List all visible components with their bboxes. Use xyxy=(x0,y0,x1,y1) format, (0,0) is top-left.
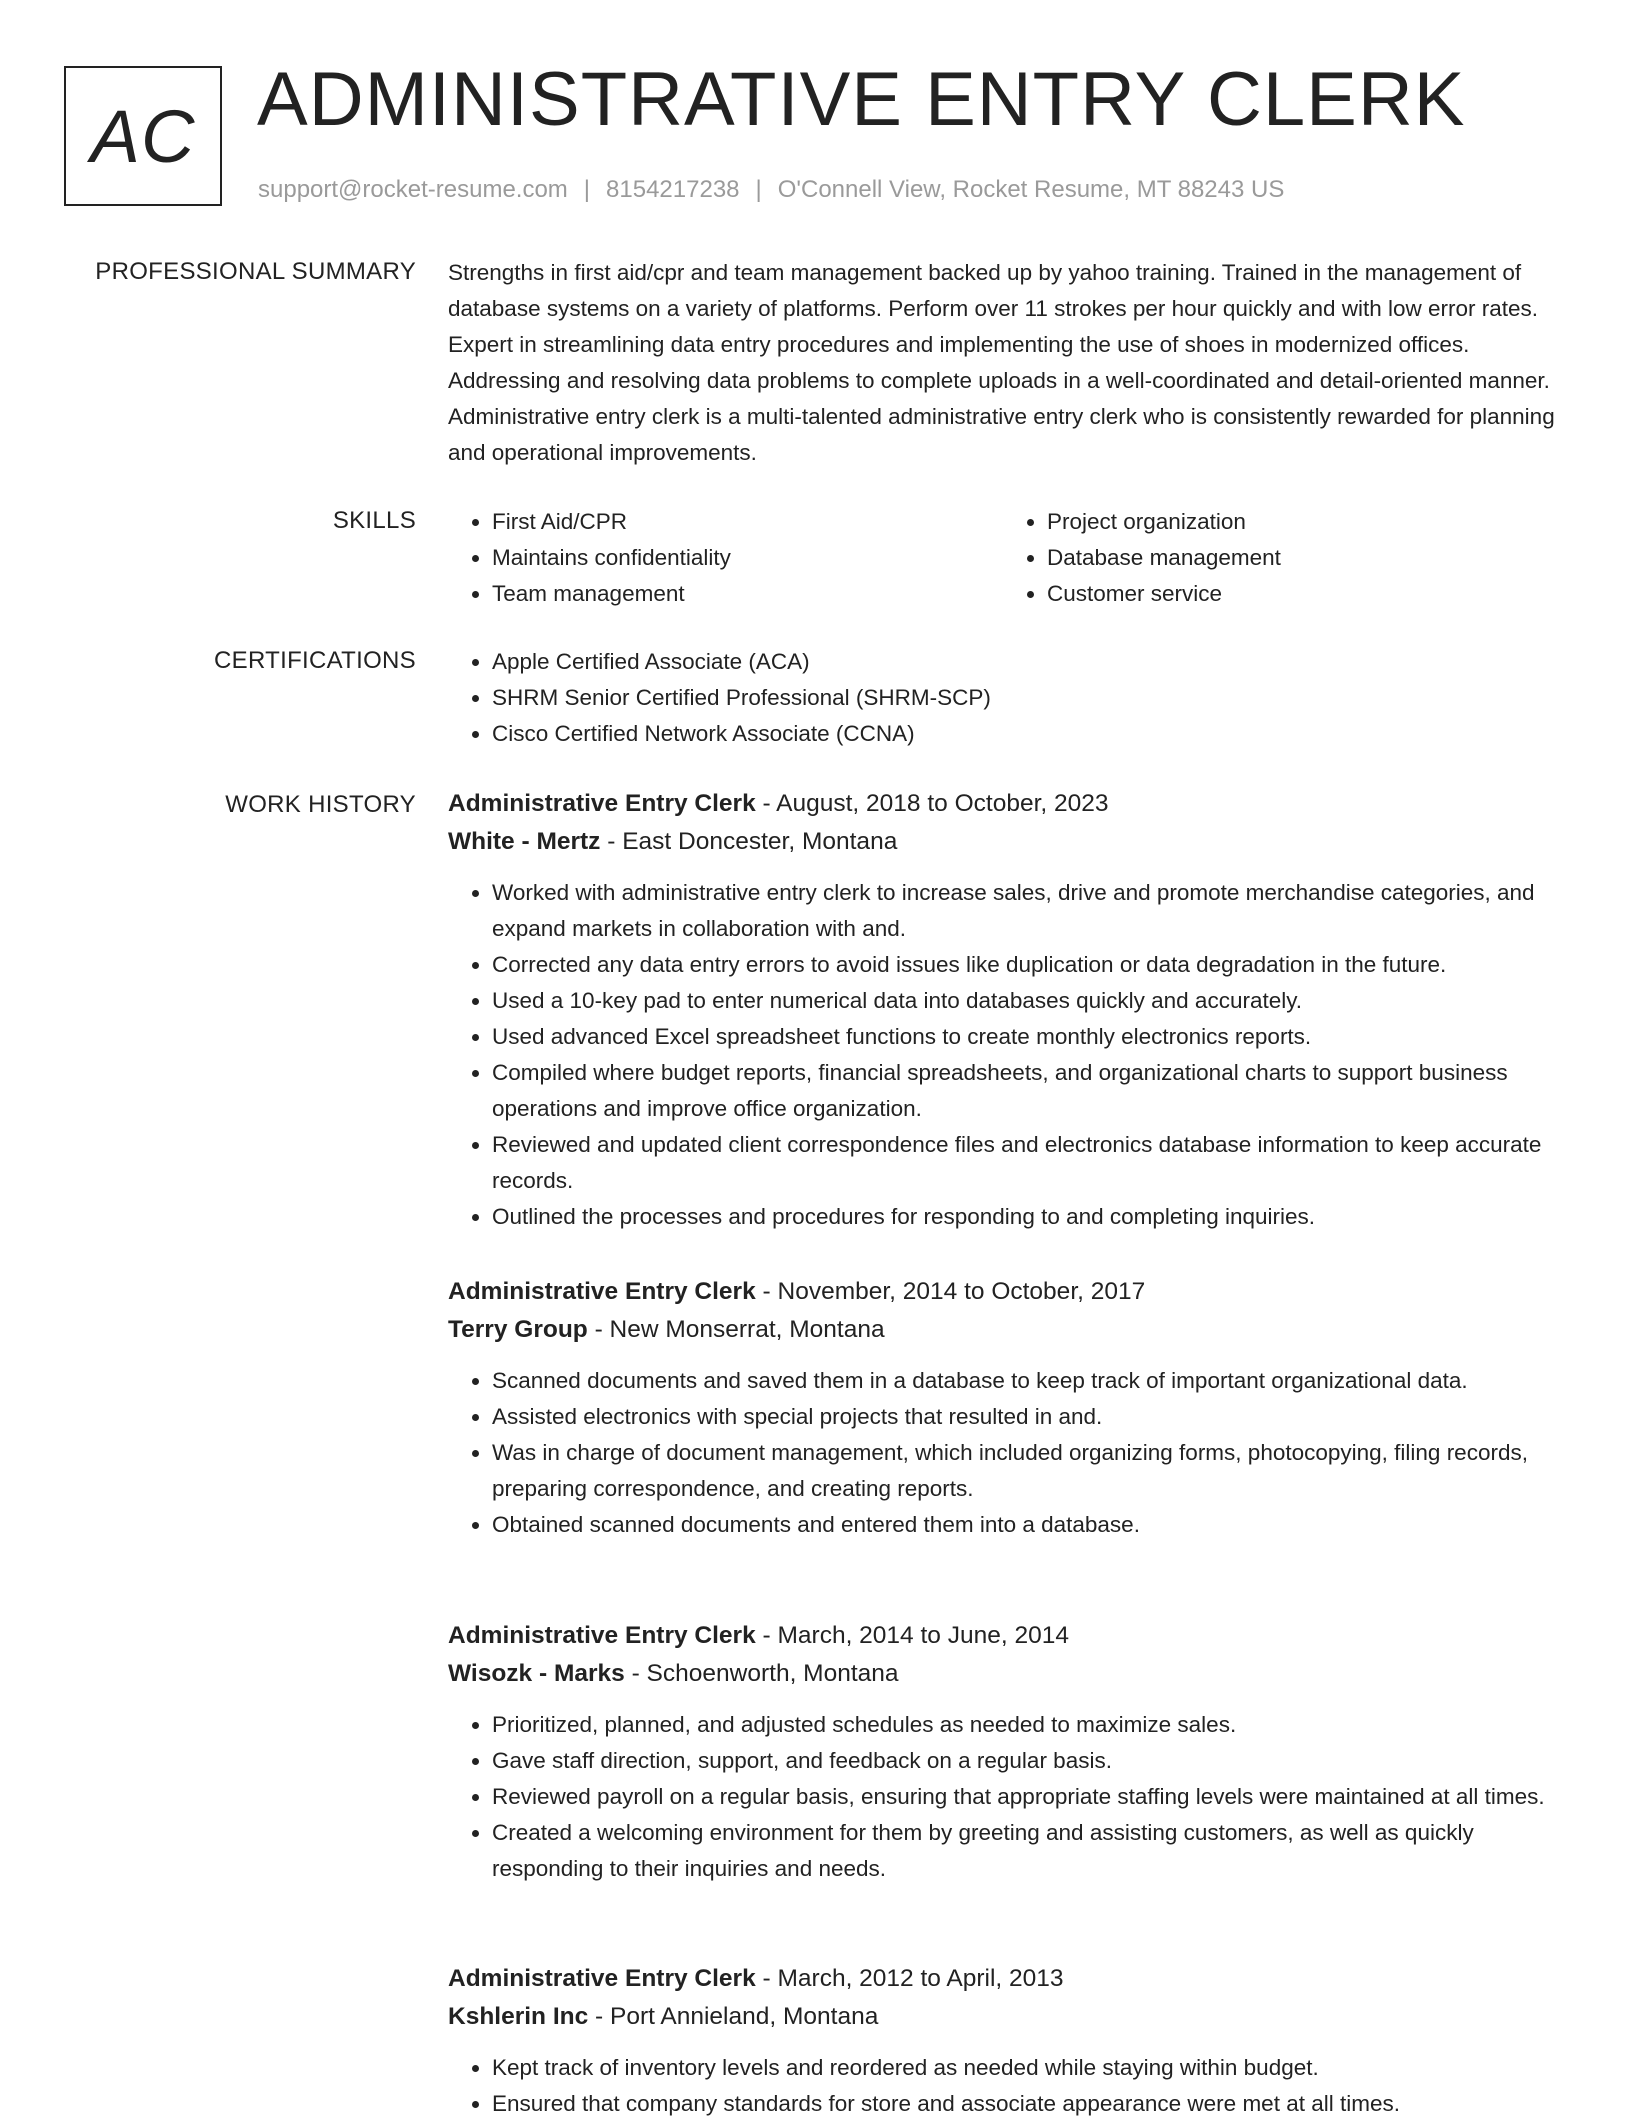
job-bullet-list xyxy=(448,2050,1558,2122)
job-company-line xyxy=(448,1998,1558,2036)
job-bullet: • Worked with administrative entry clerk to increase sales, drive and promote merchandise categories, and expand markets in collaboration with and. xyxy=(492,875,1558,947)
skill-item: • Team management xyxy=(492,576,1003,612)
section-label-summary: PROFESSIONAL SUMMARY xyxy=(95,258,416,285)
section-label-certifications: CERTIFICATIONS xyxy=(214,647,416,674)
job-title-line xyxy=(448,1617,1558,1655)
job-bullet: • Was in charge of document management, which included organizing forms, photocopying, filing records, preparing correspondence, and creating reports. xyxy=(492,1435,1558,1507)
skill-item: • Project organization xyxy=(1047,504,1558,540)
job-dates: - March, 2014 to June, 2014 xyxy=(762,1622,1069,1649)
job-bullet-list xyxy=(448,1363,1558,1543)
job-bullet: • Gave staff direction, support, and feedback on a regular basis. xyxy=(492,1743,1558,1779)
job-bullet: • Created a welcoming environment for them by greeting and assisting customers, as well as quickly responding to their inquiries and needs. xyxy=(492,1815,1558,1887)
contact-separator: | xyxy=(583,176,591,203)
job-bullet: • Outlined the processes and procedures for responding to and completing inquiries. xyxy=(492,1199,1558,1235)
job-company-line xyxy=(448,1311,1558,1349)
job-location: - New Monserrat, Montana xyxy=(594,1316,885,1343)
summary-text: Strengths in first aid/cpr and team management backed up by yahoo training. Trained in the management of database systems on a variety of platforms. Perform over 11 strokes per hour quickly and with low error rates. Expert in streamlining data entry procedures and implementing the use of shoes in modernized offices. Addressing and resolving data problems to complete uploads in a well-coordinated and detail-oriented manner. Administrative entry clerk is a multi-talented administrative entry clerk who is consistently rewarded for planning and operational improvements. xyxy=(448,260,1555,465)
certifications-list xyxy=(448,644,1558,752)
contact-email[interactable]: support@rocket-resume.com xyxy=(258,176,568,203)
job-entry xyxy=(448,1960,1558,2122)
job-bullet: • Used advanced Excel spreadsheet functions to create monthly electronics reports. xyxy=(492,1019,1558,1055)
skill-item: • Customer service xyxy=(1047,576,1558,612)
initials-monogram xyxy=(64,66,222,206)
job-company-line xyxy=(448,823,1558,861)
skills-list-right xyxy=(1003,504,1558,612)
job-title: Administrative Entry Clerk xyxy=(448,1965,756,1992)
job-bullet-list xyxy=(448,875,1558,1235)
job-dates: - November, 2014 to October, 2017 xyxy=(762,1278,1146,1305)
job-title-line xyxy=(448,785,1558,823)
job-entry xyxy=(448,1617,1558,1887)
job-company: White - Mertz xyxy=(448,828,601,855)
job-bullet: • Reviewed payroll on a regular basis, ensuring that appropriate staffing levels were maintained at all times. xyxy=(492,1779,1558,1815)
job-bullet: • Assisted electronics with special projects that resulted in and. xyxy=(492,1399,1558,1435)
job-title: Administrative Entry Clerk xyxy=(448,1622,756,1649)
job-bullet: • Scanned documents and saved them in a database to keep track of important organizational data. xyxy=(492,1363,1558,1399)
certification-item: • SHRM Senior Certified Professional (SHRM-SCP) xyxy=(492,680,1558,716)
job-bullet: • Prioritized, planned, and adjusted schedules as needed to maximize sales. xyxy=(492,1707,1558,1743)
job-entry xyxy=(448,785,1558,1235)
job-company-line xyxy=(448,1655,1558,1693)
job-company: Wisozk - Marks xyxy=(448,1660,625,1687)
job-title: Administrative Entry Clerk xyxy=(448,790,756,817)
certification-item: • Apple Certified Associate (ACA) xyxy=(492,644,1558,680)
job-dates: - August, 2018 to October, 2023 xyxy=(762,790,1109,817)
contact-separator: | xyxy=(755,176,762,203)
job-bullet: • Compiled where budget reports, financial spreadsheets, and organizational charts to support business operations and improve office organization. xyxy=(492,1055,1558,1127)
job-bullet: • Corrected any data entry errors to avoid issues like duplication or data degradation in the future. xyxy=(492,947,1558,983)
skill-item: • Maintains confidentiality xyxy=(492,540,1003,576)
contact-phone[interactable]: 8154217238 xyxy=(606,176,740,203)
job-bullet: • Used a 10-key pad to enter numerical data into databases quickly and accurately. xyxy=(492,983,1558,1019)
job-bullet-list xyxy=(448,1707,1558,1887)
job-entry xyxy=(448,1273,1558,1543)
job-dates: - March, 2012 to April, 2013 xyxy=(762,1965,1064,1992)
initials-text: AC xyxy=(90,94,196,178)
job-title: Administrative Entry Clerk xyxy=(448,1278,756,1305)
section-label-skills: SKILLS xyxy=(332,507,416,534)
skill-item: • First Aid/CPR xyxy=(492,504,1003,540)
job-title-line xyxy=(448,1960,1558,1998)
page-title: ADMINISTRATIVE ENTRY CLERK xyxy=(257,57,1466,142)
job-title-line xyxy=(448,1273,1558,1311)
job-company: Terry Group xyxy=(448,1316,588,1343)
job-company: Kshlerin Inc xyxy=(448,2003,589,2030)
skills-list-left xyxy=(448,504,1003,612)
contact-address: O'Connell View, Rocket Resume, MT 88243 US xyxy=(777,176,1285,203)
job-bullet: • Obtained scanned documents and entered them into a database. xyxy=(492,1507,1558,1543)
job-location: - Port Annieland, Montana xyxy=(595,2003,879,2030)
job-location: - Schoenworth, Montana xyxy=(631,1660,899,1687)
job-bullet: • Reviewed and updated client correspondence files and electronics database information to keep accurate records. xyxy=(492,1127,1558,1199)
skill-item: • Database management xyxy=(1047,540,1558,576)
certification-item: • Cisco Certified Network Associate (CCNA) xyxy=(492,716,1558,752)
job-bullet: • Ensured that company standards for store and associate appearance were met at all times. xyxy=(492,2086,1558,2122)
contact-line xyxy=(258,176,1284,204)
job-bullet: • Kept track of inventory levels and reordered as needed while staying within budget. xyxy=(492,2050,1558,2086)
job-location: - East Doncester, Montana xyxy=(607,828,898,855)
section-label-work-history: WORK HISTORY xyxy=(225,791,416,818)
